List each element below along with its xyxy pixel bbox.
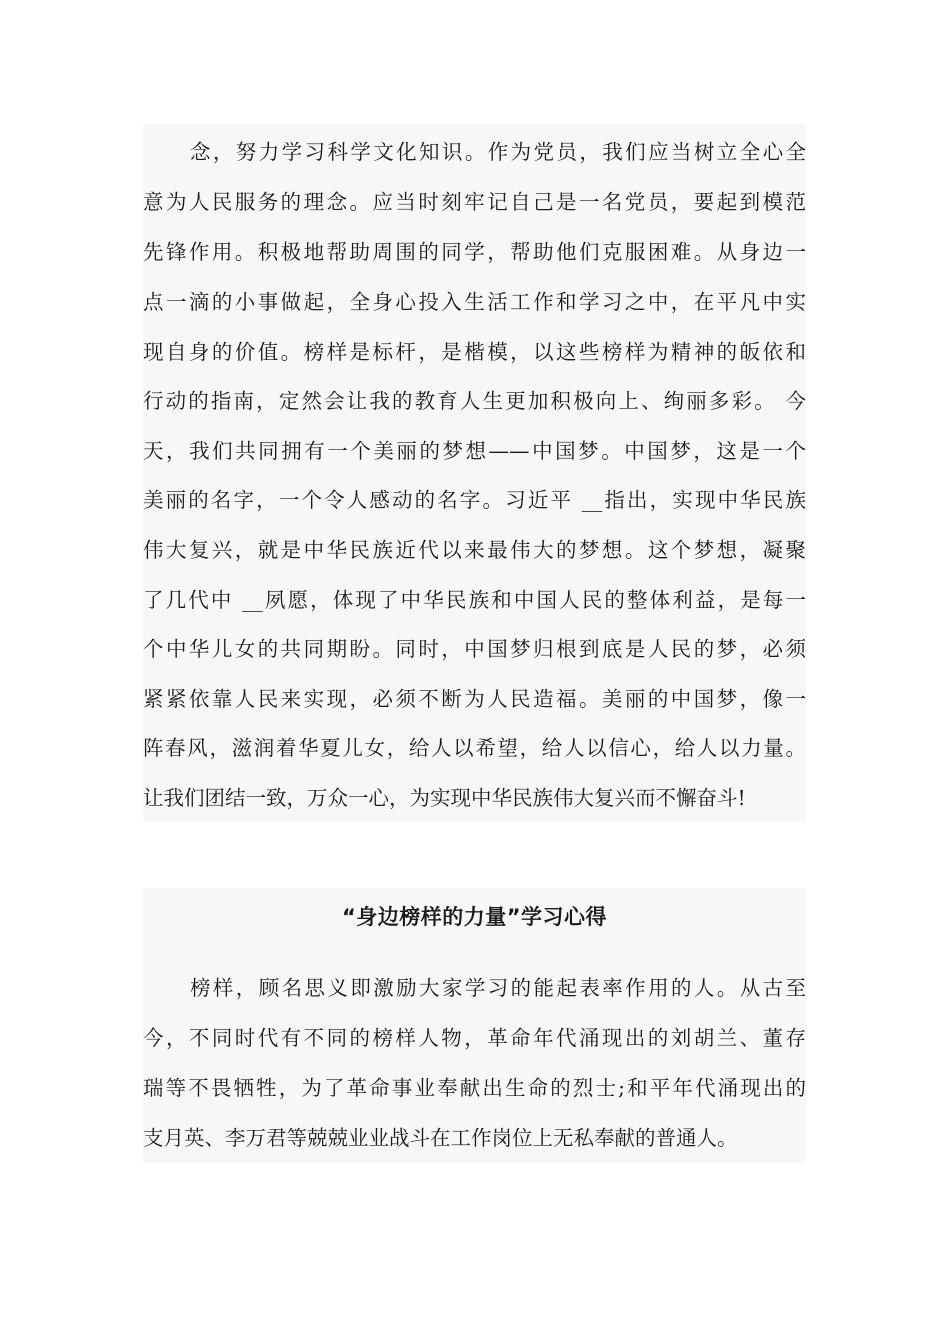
paragraph-line: 支月英、李万君等兢兢业业战斗在工作岗位上无私奉献的普通人。	[143, 1126, 738, 1150]
paragraph-line: 了几代中 __夙愿，体现了中华民族和中国人民的整体利益，是每一	[143, 588, 806, 612]
paragraph-line: 榜样，顾名思义即激励大家学习的能起表率作用的人。从古至	[190, 976, 806, 1000]
paragraph-line: 紧紧依靠人民来实现，必须不断为人民造福。美丽的中国梦，像一	[143, 687, 806, 711]
paragraph-line: 念，努力学习科学文化知识。作为党员，我们应当树立全心全	[190, 140, 806, 164]
section-title: “身边榜样的力量”学习心得	[341, 905, 608, 929]
paragraph-line: 现自身的价值。榜样是标杆，是楷模，以这些榜样为精神的皈依和	[143, 340, 806, 364]
text-block-2	[143, 888, 806, 1163]
paragraph-line: 行动的指南，定然会让我的教育人生更加积极向上、绚丽多彩。 今	[143, 389, 806, 413]
paragraph-line: 美丽的名字，一个令人感动的名字。习近平 __指出，实现中华民族	[143, 488, 806, 512]
paragraph-line: 点一滴的小事做起，全身心投入生活工作和学习之中，在平凡中实	[143, 290, 806, 314]
paragraph-line: 天，我们共同拥有一个美丽的梦想——中国梦。中国梦，这是一个	[143, 439, 806, 463]
paragraph-line: 让我们团结一致，万众一心，为实现中华民族伟大复兴而不懈奋斗!	[143, 786, 746, 810]
paragraph-line: 个中华儿女的共同期盼。同时，中国梦归根到底是人民的梦，必须	[143, 637, 806, 661]
paragraph-line: 伟大复兴，就是中华民族近代以来最伟大的梦想。这个梦想，凝聚	[143, 538, 806, 562]
text-block-1	[143, 124, 806, 821]
paragraph-line: 今，不同时代有不同的榜样人物，革命年代涌现出的刘胡兰、董存	[143, 1026, 806, 1050]
paragraph-line: 意为人民服务的理念。应当时刻牢记自己是一名党员，要起到模范	[143, 190, 806, 214]
paragraph-line: 阵春风，滋润着华夏儿女，给人以希望，给人以信心，给人以力量。	[143, 736, 806, 760]
paragraph-line: 先锋作用。积极地帮助周围的同学，帮助他们克服困难。从身边一	[143, 240, 806, 264]
paragraph-line: 瑞等不畏牺牲，为了革命事业奉献出生命的烈士;和平年代涌现出的	[143, 1076, 806, 1100]
